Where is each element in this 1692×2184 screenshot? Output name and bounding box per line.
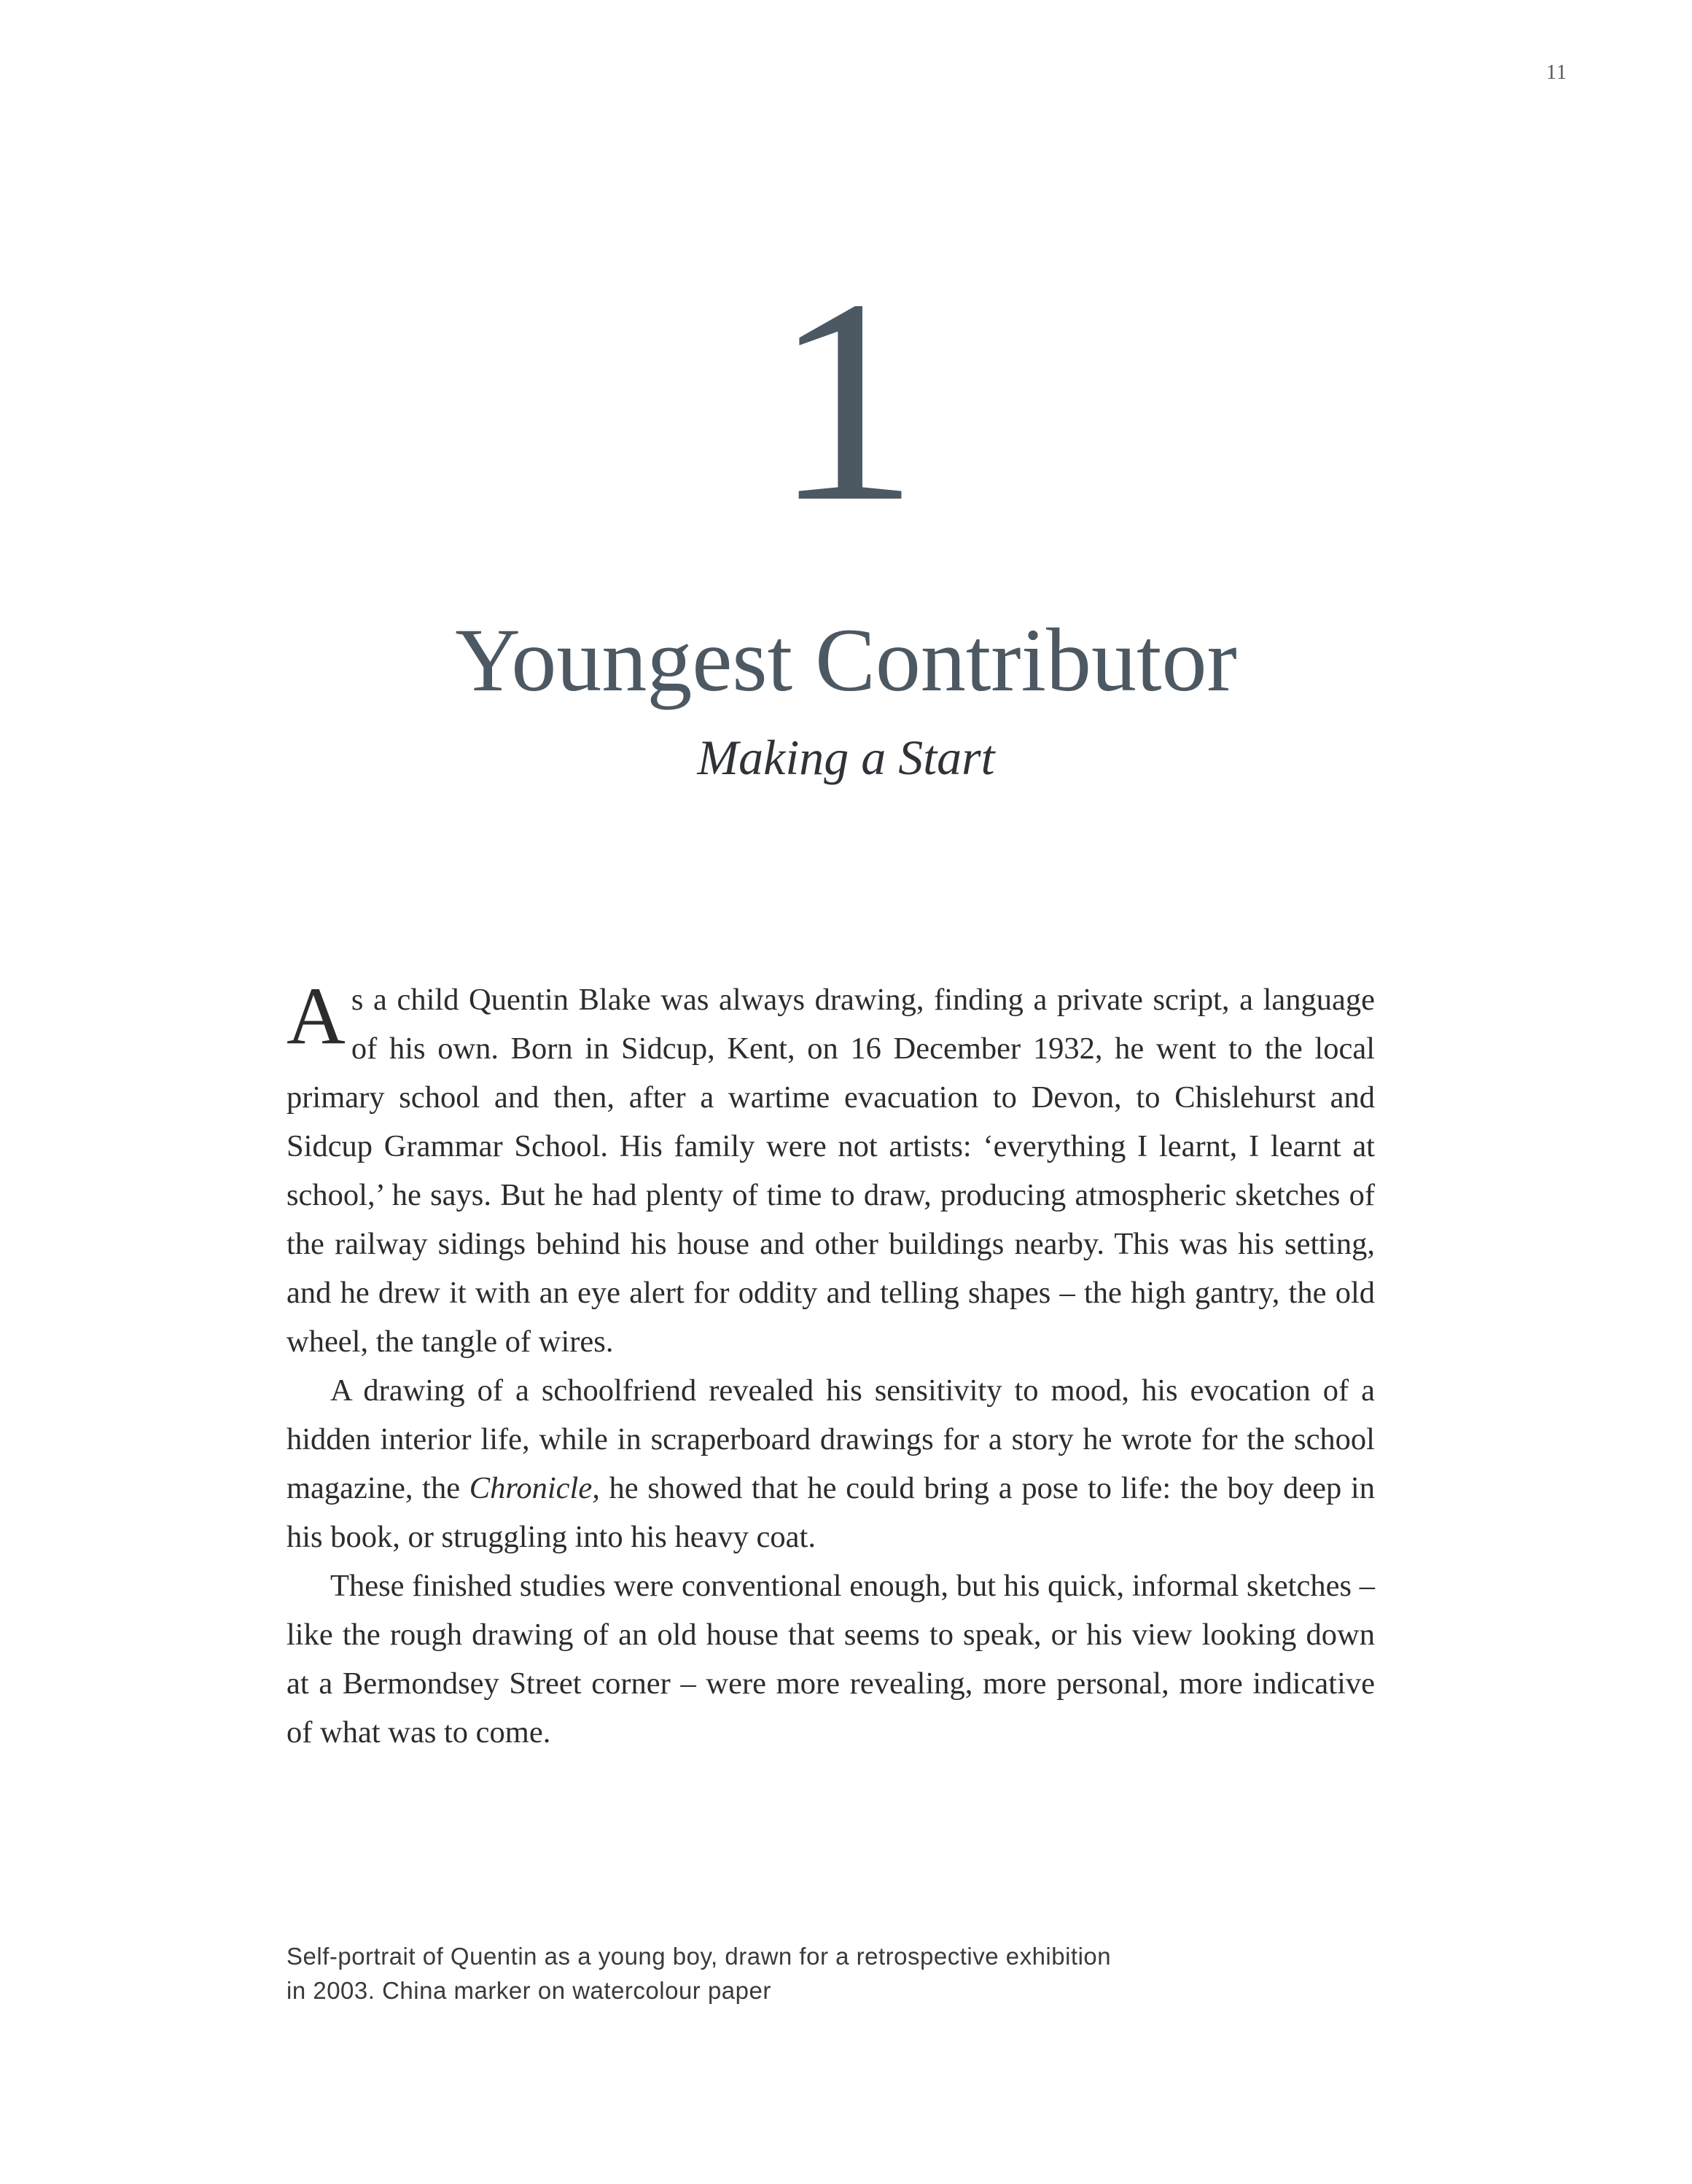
paragraph-3: These finished studies were conventional enough, but his quick, informal sketches – like the rough drawing of an old house that seems to speak, or his view looking down at a Bermondsey Street corner – were more revealing, more personal, more indicative of what was to come. (286, 1569, 1375, 1750)
publication-title: Chronicle, (469, 1471, 600, 1505)
chapter-title: Youngest Contributor (455, 610, 1237, 710)
paragraph-2-text-start: A drawing of a schoolfriend revealed his sensitivity to mood, his evocation of a hidden interior life, while in scraperboard drawings for a story he wrote for the school magazine, the (286, 1373, 1375, 1505)
body-text (286, 971, 1375, 1757)
paragraph-1 (286, 971, 1375, 1366)
drop-cap: A (286, 971, 346, 1061)
caption-line-1: Self-portrait of Quentin as a young boy, drawn for a retrospective exhibition (286, 1943, 1112, 1970)
image-caption (286, 1939, 1234, 2008)
chapter-number: 1 (773, 239, 919, 562)
caption-line-2: in 2003. China marker on watercolour paper (286, 1977, 771, 2004)
paragraph-2-text-end: he showed that he could bring a pose to life: the boy deep in his book, or struggling into his heavy coat. (286, 1471, 1375, 1554)
paragraph-1-text: s a child Quentin Blake was always drawing, finding a private script, a language of his own. Born in Sidcup, Kent, on 16 December 1932, he went to the local primary school and then, after a wartime evacuation to Devon, to Chislehurst and Sidcup Grammar School. His family were not artists: ‘everything I learnt, I learnt at school,’ he says. But he had plenty of time to draw, producing atmospheric sketches of the railway sidings behind his house and other buildings nearby. This was his setting, and he drew it with an eye alert for oddity and telling shapes – the high gantry, the old wheel, the tangle of wires. (286, 983, 1375, 1359)
page-number: 11 (1546, 61, 1567, 84)
chapter-subtitle: Making a Start (697, 730, 995, 785)
paragraph-2 (286, 1366, 1375, 1561)
